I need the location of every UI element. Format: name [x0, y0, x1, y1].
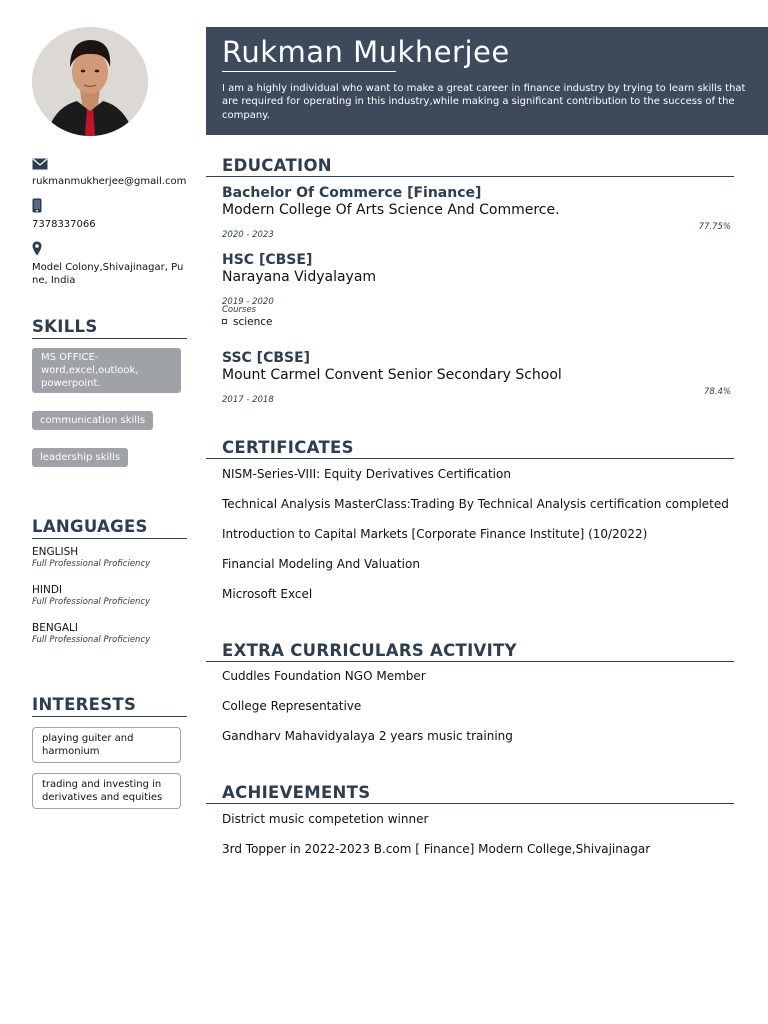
- language-name: BENGALI: [32, 622, 78, 634]
- phone-text: 7378337066: [32, 219, 96, 230]
- skills-heading: SKILLS: [32, 317, 187, 339]
- certificate-item: Technical Analysis MasterClass:Trading By Technical Analysis certification completed: [222, 497, 729, 511]
- education-meta: [222, 387, 734, 405]
- skill-tag: MS OFFICE-word,excel,outlook, powerpoint.: [32, 348, 181, 393]
- email-text[interactable]: rukmanmukherjee@gmail.com: [32, 176, 187, 187]
- contact-phone: [32, 198, 187, 231]
- education-meta: [222, 222, 734, 240]
- education-degree: SSC [CBSE]: [222, 350, 311, 366]
- education-dates: 2020 - 2023: [222, 230, 274, 240]
- achievements-list: [222, 812, 734, 872]
- extracurricular-item: Gandharv Mahavidyalaya 2 years music training: [222, 729, 513, 743]
- language-item: [32, 622, 187, 646]
- contact-address: [32, 241, 187, 287]
- profile-name: Rukman Mukherjee: [222, 35, 510, 69]
- education-degree: Bachelor Of Commerce [Finance]: [222, 185, 482, 201]
- name-divider: [222, 71, 396, 72]
- education-item: [222, 350, 734, 405]
- certificates-list: [222, 467, 734, 617]
- language-name: HINDI: [32, 584, 63, 596]
- certificate-item: Financial Modeling And Valuation: [222, 557, 420, 571]
- extracurricular-item: College Representative: [222, 699, 362, 713]
- courses-label: Courses: [222, 305, 257, 315]
- achievement-item: 3rd Topper in 2022-2023 B.com [ Finance] Modern College,Shivajinagar: [222, 842, 651, 856]
- education-grade: 77.75%: [698, 222, 731, 232]
- language-level: Full Professional Proficiency: [32, 635, 151, 645]
- skill-tag: communication skills: [32, 411, 153, 430]
- achievement-item: District music competetion winner: [222, 812, 429, 826]
- languages-list: [32, 546, 187, 660]
- education-school: Narayana Vidyalayam: [222, 269, 377, 285]
- education-dates: 2019 - 2020: [222, 297, 274, 307]
- extracurricular-item: Cuddles Foundation NGO Member: [222, 669, 426, 683]
- language-level: Full Professional Proficiency: [32, 559, 151, 569]
- language-item: [32, 584, 187, 608]
- language-item: [32, 546, 187, 570]
- course-item: [222, 316, 734, 328]
- profile-summary: I am a highly individual who want to make a great career in finance industry by trying to learn skills that are required for operating in this industry,while making a significant contribution to the success of the company.: [222, 83, 746, 121]
- education-meta: [222, 289, 734, 307]
- square-bullet-icon: [222, 319, 227, 324]
- mobile-phone-icon: [32, 198, 187, 213]
- language-name: ENGLISH: [32, 546, 79, 558]
- education-item: [222, 252, 734, 328]
- certificate-item: NISM-Series-VIII: Equity Derivatives Certification: [222, 467, 511, 481]
- skill-tag: leadership skills: [32, 448, 128, 467]
- certificate-item: Introduction to Capital Markets [Corporate Finance Institute] (10/2022): [222, 527, 648, 541]
- skills-list: [32, 348, 187, 467]
- interest-tag: playing guiter and harmonium: [32, 727, 181, 763]
- interest-tag: trading and investing in derivatives and equities: [32, 773, 181, 809]
- extracurricular-heading: EXTRA CURRICULARS ACTIVITY: [206, 641, 734, 662]
- interests-list: [32, 727, 187, 819]
- language-level: Full Professional Proficiency: [32, 597, 151, 607]
- interests-heading: INTERESTS: [32, 695, 187, 717]
- education-dates: 2017 - 2018: [222, 395, 274, 405]
- certificates-heading: CERTIFICATES: [206, 438, 734, 459]
- envelope-icon: [32, 155, 187, 170]
- contact-email: [32, 155, 187, 188]
- education-school: Modern College Of Arts Science And Commerce.: [222, 202, 560, 218]
- languages-heading: LANGUAGES: [32, 517, 187, 539]
- profile-header: [206, 27, 768, 135]
- course-name: science: [233, 316, 273, 328]
- education-school: Mount Carmel Convent Senior Secondary School: [222, 367, 562, 383]
- education-degree: HSC [CBSE]: [222, 252, 313, 268]
- profile-photo: [32, 27, 148, 136]
- education-grade: 78.4%: [703, 387, 731, 397]
- education-heading: EDUCATION: [206, 156, 734, 177]
- education-item: [222, 185, 734, 240]
- address-text: Model Colony,Shivajinagar, Pune, India: [32, 262, 184, 286]
- certificate-item: Microsoft Excel: [222, 587, 313, 601]
- location-pin-icon: [32, 241, 187, 256]
- contact-info: [32, 155, 187, 297]
- achievements-heading: ACHIEVEMENTS: [206, 783, 734, 804]
- extracurricular-list: [222, 669, 734, 759]
